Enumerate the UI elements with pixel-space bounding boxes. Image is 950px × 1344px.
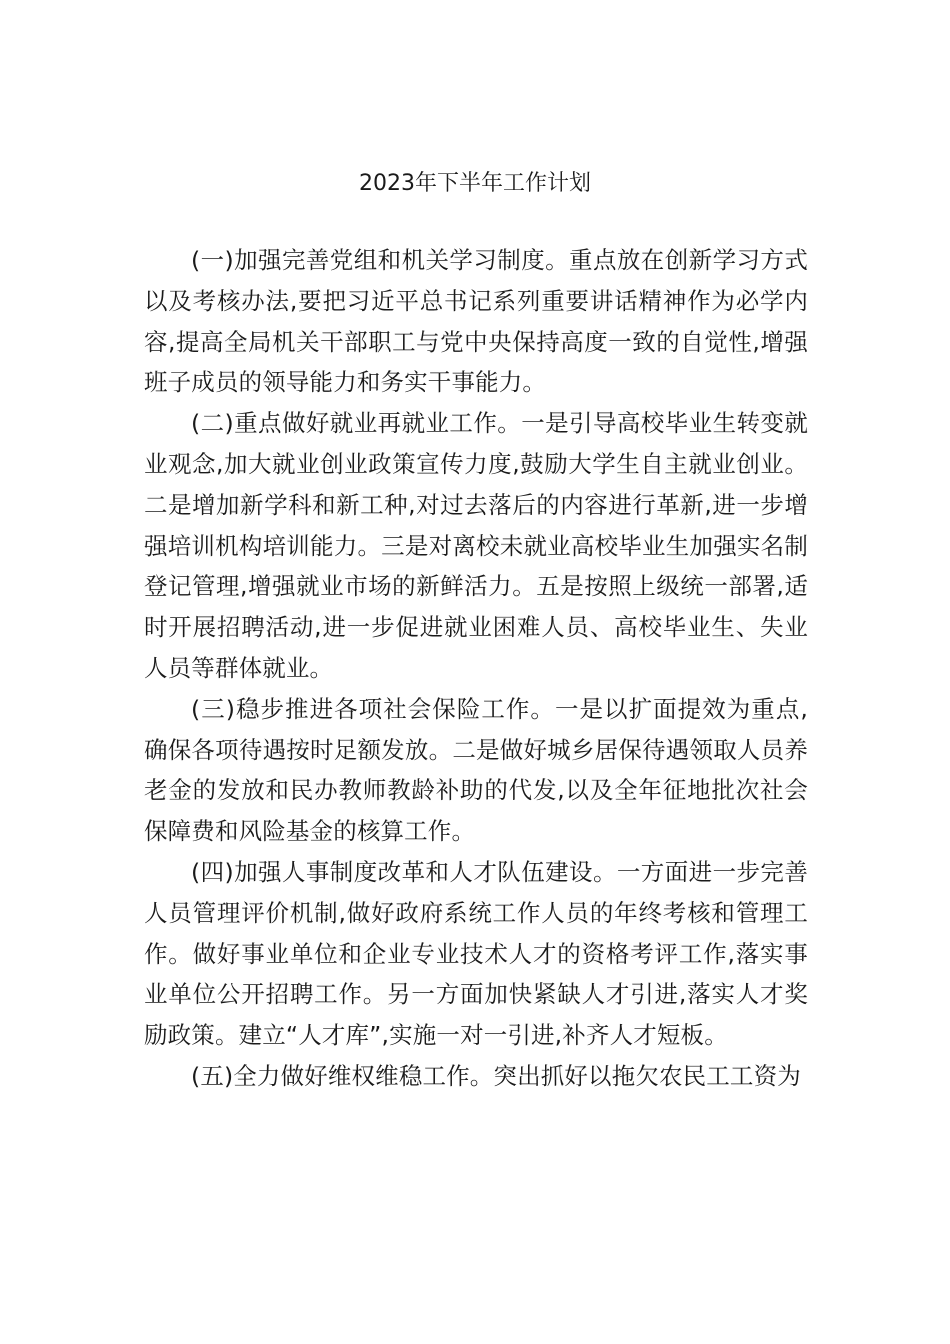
paragraph-4: (四)加强人事制度改革和人才队伍建设。一方面进一步完善人员管理评价机制,做好政府系统工作人员的年终考核和管理工作。做好事业单位和企业专业技术人才的资格考评工作,落实事业单位公开招聘工作。另一方面加快紧缺人才引进,落实人才奖励政策。建立“人才库”,实施一对一引进,补齐人才短板。 [144,857,808,1050]
paragraph-2: (二)重点做好就业再就业工作。一是引导高校毕业生转变就业观念,加大就业创业政策宣传力度,鼓励大学生自主就业创业。二是增加新学科和新工种,对过去落后的内容进行革新,进一步增强培训机构培训能力。三是对离校未就业高校毕业生加强实名制登记管理,增强就业市场的新鲜活力。五是按照上级统一部署,适时开展招聘活动,进一步促进就业困难人员、高校毕业生、失业人员等群体就业。 [144,409,808,682]
paragraph-5: (五)全力做好维权维稳工作。突出抓好以拖欠农民工工资为 [191,1061,801,1090]
document-title: 2023年下半年工作计划 [359,171,591,196]
document-body [144,240,808,1097]
paragraph-1: (一)加强完善党组和机关学习制度。重点放在创新学习方式以及考核办法,要把习近平总书记系列重要讲话精神作为必学内容,提高全局机关干部职工与党中央保持高度一致的自觉性,增强班子成员的领导能力和务实干事能力。 [144,246,808,397]
paragraph-3: (三)稳步推进各项社会保险工作。一是以扩面提效为重点,确保各项待遇按时足额发放。二是做好城乡居保待遇领取人员养老金的发放和民办教师教龄补助的代发,以及全年征地批次社会保障费和风险基金的核算工作。 [144,694,808,846]
